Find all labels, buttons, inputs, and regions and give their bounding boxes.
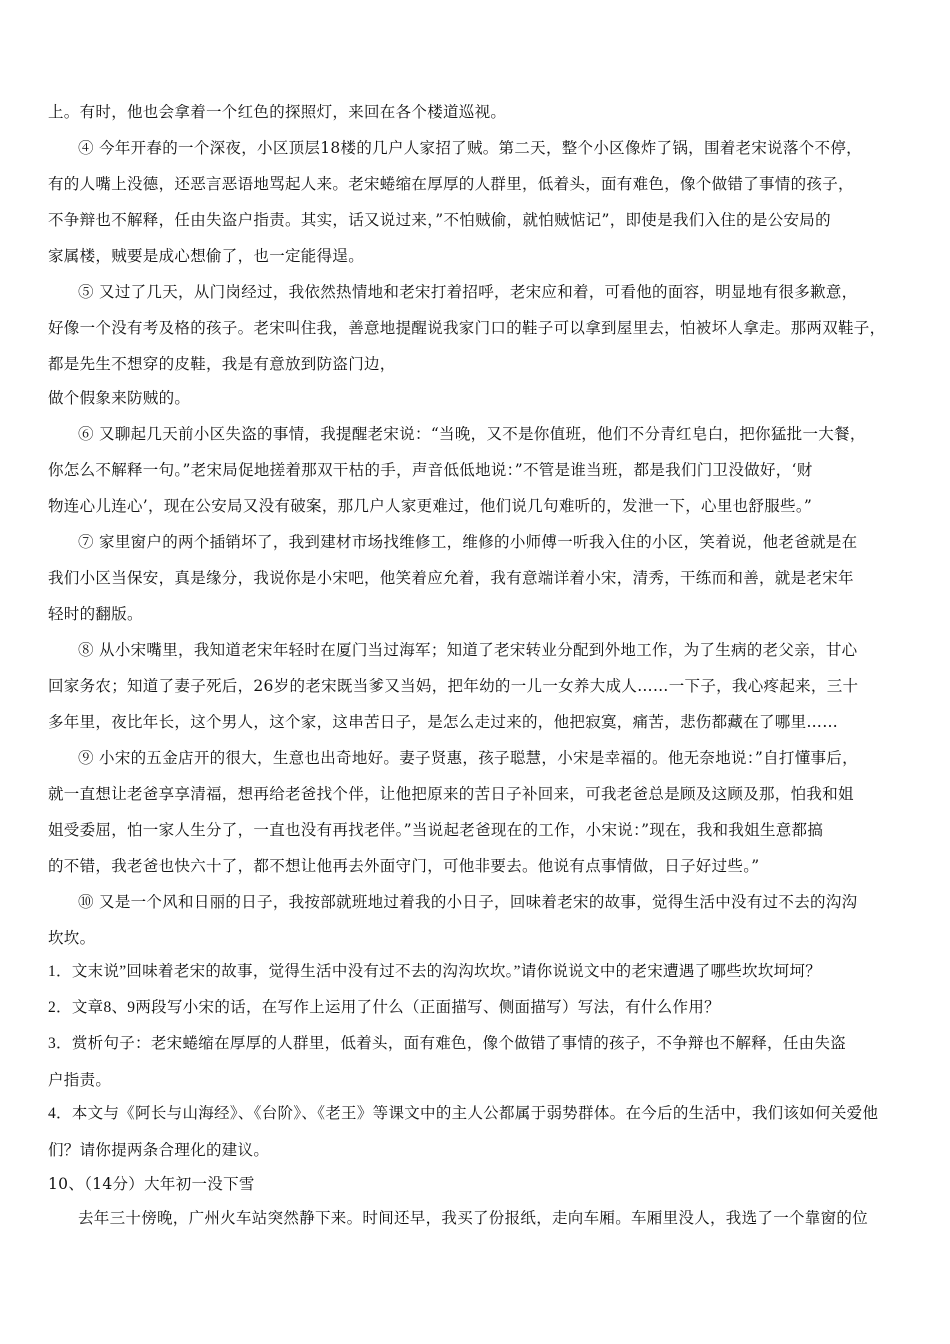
text-line: 多年里，夜比年长，这个男人，这个家，这串苦日子，是怎么走过来的，他把寂寞，痛苦，悲伤都藏在了哪里…… [48, 713, 839, 731]
text-line: 物连心儿连心’，现在公安局又没有破案，那几户人家更难过，他们说几句难听的，发泄一下，心里也舒服些。” [48, 497, 813, 515]
text-line: 都是先生不想穿的皮鞋，我是有意放到防盗门边， [48, 355, 396, 373]
text-line: 不争辩也不解释，任由失盗户指责。其实，话又说过来，”不怕贼偷，就怕贼惦记”，即使是我们入住的是公安局的 [48, 211, 831, 229]
paragraph-10-line: ⑩ 又是一个风和日丽的日子，我按部就班地过着我的小日子，回味着老宋的故事，觉得生活中没有过不去的沟沟 [78, 893, 858, 911]
text-line: 上。有时，他也会拿着一个红色的探照灯，来回在各个楼道巡视。 [48, 103, 507, 121]
text-line: 们？请你提两条合理化的建议。 [48, 1141, 270, 1159]
text-line: 好像一个没有考及格的孩子。老宋叫住我，善意地提醒说我家门口的鞋子可以拿到屋里去，怕被坏人拿走。那两双鞋子， [48, 319, 886, 337]
question-1: 1．文末说”回味着老宋的故事，觉得生活中没有过不去的沟沟坎坎。”请你说说文中的老宋遭遇了哪些坎坎坷坷？ [48, 963, 822, 980]
text-line: 姐受委屈，怕一家人生分了，一直也没有再找老伴。”当说起老爸现在的工作，小宋说：”现在，我和我姐生意都搞 [48, 821, 824, 839]
question-4: 4．本文与《阿长与山海经》、《台阶》、《老王》等课文中的主人公都属于弱势群体。在今后的生活中，我们该如何关爱他 [48, 1105, 879, 1122]
paragraph-5-line: ⑤ 又过了几天，从门岗经过，我依然热情地和老宋打着招呼，老宋应和着，可看他的面容，明显地有很多歉意， [78, 283, 858, 301]
text-line: 轻时的翻版。 [48, 605, 143, 623]
question-2: 2．文章8、9两段写小宋的话，在写作上运用了什么（正面描写、侧面描写）写法，有什么作用？ [48, 999, 720, 1016]
paragraph-6-line: ⑥ 又聊起几天前小区失盗的事情，我提醒老宋说：“当晚，又不是你值班，他们不分青红皂白，把你猛批一大餐， [78, 425, 866, 443]
paragraph-8-line: ⑧ 从小宋嘴里，我知道老宋年轻时在厦门当过海军；知道了老宋转业分配到外地工作，为了生病的老父亲，甘心 [78, 641, 858, 659]
question-3: 3．赏析句子：老宋蜷缩在厚厚的人群里，低着头，面有难色，像个做错了事情的孩子，不争辩也不解释，任由失盗 [48, 1035, 847, 1052]
text-line: 家属楼，贼要是成心想偷了，也一定能得逞。 [48, 247, 365, 265]
text-line: 有的人嘴上没德，还恶言恶语地骂起人来。老宋蜷缩在厚厚的人群里，低着头，面有难色，像个做错了事情的孩子， [48, 175, 854, 193]
section-heading: 10、（14分）大年初一没下雪 [48, 1175, 255, 1193]
text-line: 做个假象来防贼的。 [48, 389, 191, 407]
text-line: 就一直想让老爸享享清福，想再给老爸找个伴，让他把原来的苦日子补回来，可我老爸总是顾及这顾及那，怕我和姐 [48, 785, 854, 803]
paragraph-line: 去年三十傍晚，广州火车站突然静下来。时间还早，我买了份报纸，走向车厢。车厢里没人，我选了一个靠窗的位 [78, 1209, 869, 1227]
text-line: 我们小区当保安，真是缘分，我说你是小宋吧，他笑着应允着，我有意端详着小宋，清秀，干练而和善，就是老宋年 [48, 569, 854, 587]
paragraph-9-line: ⑨ 小宋的五金店开的很大，生意也出奇地好。妻子贤惠，孩子聪慧，小宋是幸福的。他无奈地说：”自打懂事后， [78, 749, 858, 767]
text-line: 户指责。 [48, 1071, 112, 1089]
text-line: 的不错，我老爸也快六十了，都不想让他再去外面守门，可他非要去。他说有点事情做，日子好过些。” [48, 857, 760, 875]
paragraph-7-line: ⑦ 家里窗户的两个插销坏了，我到建材市场找维修工，维修的小师傅一听我入住的小区，笑着说，他老爸就是在 [78, 533, 858, 551]
paragraph-4-line: ④ 今年开春的一个深夜，小区顶层18楼的几户人家招了贼。第二天，整个小区像炸了锅，围着老宋说落个不停， [78, 139, 862, 157]
text-line: 坎坎。 [48, 929, 96, 947]
text-line: 回家务农；知道了妻子死后，26岁的老宋既当爹又当妈，把年幼的一儿一女养大成人……一下子，我心疼起来，三十 [48, 677, 859, 695]
text-line: 你怎么不解释一句。”老宋局促地搓着那双干枯的手，声音低低地说：”不管是谁当班，都是我们门卫没做好，‘财 [48, 461, 813, 479]
